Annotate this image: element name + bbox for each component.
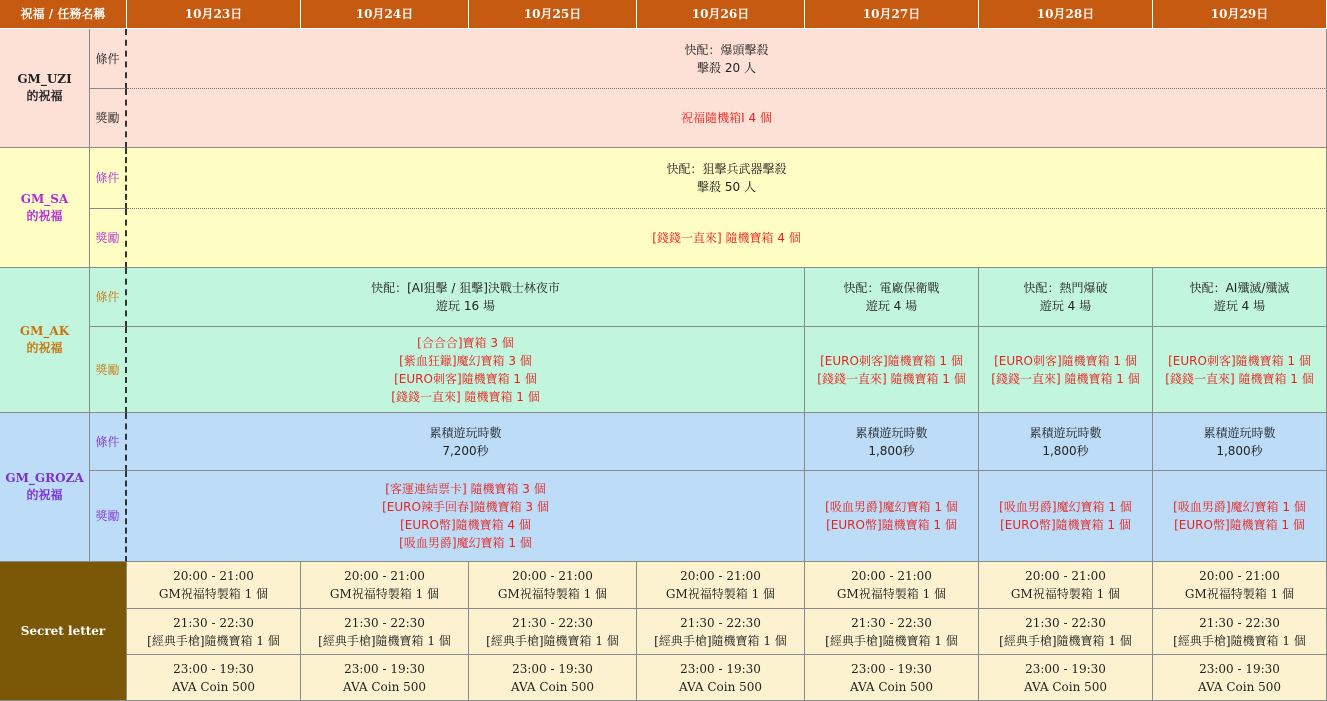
condition-cell (127, 413, 805, 471)
secret-slot-cell (805, 562, 979, 609)
condition-label (90, 413, 127, 471)
condition-label-text: 條件 (95, 434, 120, 449)
secret-letter-title (0, 562, 127, 701)
secret-slot-item: GM祝福特製箱 1 個 (836, 587, 947, 601)
reward-label-text: 獎勵 (95, 509, 120, 523)
condition-text: 快配：電廠保衛戰 (843, 281, 940, 295)
group-name-sa (0, 148, 90, 268)
secret-slot-time: 20:00 - 21:00 (680, 569, 761, 583)
reward-item-text: [EURO幣]隨機寶箱 1 個 (1000, 518, 1131, 532)
reward-cell (805, 471, 979, 562)
condition-label-text: 條件 (95, 171, 120, 185)
secret-slot-cell (805, 655, 979, 701)
date-header-label: 10月27日 (862, 7, 921, 21)
reward-cell (979, 327, 1153, 413)
secret-slot-time: 21:30 - 22:30 (512, 615, 593, 630)
secret-slot-item: AVA Coin 500 (1197, 679, 1282, 694)
condition-text: 快配：狙擊兵武器擊殺 (666, 162, 787, 176)
condition-text: 7,200秒 (442, 443, 489, 458)
reward-cell (127, 209, 1327, 268)
reward-item-text: [紫血狂鑞]魔幻寶箱 3 個 (399, 353, 532, 368)
group-name-ak (0, 268, 90, 413)
secret-slot-item: [經典手槍]隨機寶箱 1 個 (999, 633, 1132, 648)
reward-item-text: [吸血男爵]魔幻寶箱 1 個 (999, 500, 1132, 514)
condition-text: 遊玩 4 場 (1213, 299, 1266, 313)
condition-text: 1,800秒 (868, 443, 915, 458)
reward-item-text: 祝福隨機箱I 4 個 (681, 111, 772, 125)
secret-slot-time: 21:30 - 22:30 (851, 615, 932, 630)
secret-slot-item: [經典手槍]隨機寶箱 1 個 (654, 633, 787, 648)
secret-slot-time: 21:30 - 22:30 (173, 615, 254, 630)
secret-slot-time: 23:00 - 19:30 (1199, 661, 1280, 676)
condition-text: 累積遊玩時數 (429, 425, 502, 440)
group-name-groza (0, 413, 90, 562)
condition-text: 遊玩 16 場 (436, 299, 495, 313)
secret-slot-cell (1153, 609, 1327, 655)
reward-cell (1153, 471, 1327, 562)
secret-slot-item: GM祝福特製箱 1 個 (1184, 587, 1295, 601)
reward-label-text: 獎勵 (95, 362, 120, 377)
secret-slot-time: 21:30 - 22:30 (680, 615, 761, 630)
secret-slot-cell (979, 609, 1153, 655)
secret-slot-time: 23:00 - 19:30 (1025, 661, 1106, 676)
secret-slot-time: 20:00 - 21:00 (173, 569, 254, 583)
reward-label-text: 獎勵 (95, 111, 120, 125)
secret-slot-cell (979, 562, 1153, 609)
secret-slot-time: 20:00 - 21:00 (1025, 569, 1106, 583)
condition-cell (127, 29, 1327, 89)
reward-item-text: [錢錢一直來] 隨機寶箱 1 個 (817, 371, 966, 386)
condition-text: 快配：[AI狙擊 / 狙擊]決戰士林夜市 (371, 281, 560, 295)
corner-header-label: 祝福 / 任務名稱 (20, 7, 106, 21)
secret-slot-cell (127, 562, 301, 609)
secret-slot-cell (1153, 655, 1327, 701)
date-header-label: 10月28日 (1036, 7, 1095, 21)
date-header (805, 0, 979, 29)
condition-text: 累積遊玩時數 (855, 425, 928, 440)
reward-item-text: [錢錢一直來] 隨機寶箱 4 個 (652, 231, 801, 245)
condition-label (90, 268, 127, 327)
group-sub-label: 的祝福 (26, 488, 63, 502)
reward-item-text: [EURO刺客]隨機寶箱 1 個 (394, 371, 537, 386)
secret-slot-item: AVA Coin 500 (510, 679, 595, 694)
group-name-label: GM_AK (19, 324, 70, 338)
date-header (1153, 0, 1327, 29)
reward-item-text: [EURO刺客]隨機寶箱 1 個 (1168, 353, 1311, 368)
date-header-label: 10月29日 (1210, 7, 1269, 21)
date-header-label: 10月25日 (523, 7, 582, 21)
secret-slot-item: AVA Coin 500 (1023, 679, 1108, 694)
secret-slot-cell (469, 562, 637, 609)
secret-slot-item: AVA Coin 500 (678, 679, 763, 694)
secret-slot-time: 23:00 - 19:30 (851, 661, 932, 676)
condition-text: 遊玩 4 場 (865, 299, 918, 313)
secret-slot-cell (1153, 562, 1327, 609)
reward-label (90, 471, 127, 562)
secret-slot-cell (301, 609, 469, 655)
reward-item-text: [客運連結票卡] 隨機寶箱 3 個 (385, 482, 546, 496)
condition-cell (127, 148, 1327, 209)
secret-slot-item: GM祝福特製箱 1 個 (665, 587, 776, 601)
date-header-label: 10月23日 (184, 7, 243, 21)
reward-cell (979, 471, 1153, 562)
secret-slot-cell (805, 609, 979, 655)
reward-item-text: [合合合]寶箱 3 個 (417, 335, 514, 350)
condition-text: 擊殺 20 人 (697, 60, 756, 75)
secret-slot-time: 23:00 - 19:30 (512, 661, 593, 676)
secret-slot-item: [經典手槍]隨機寶箱 1 個 (486, 633, 619, 648)
group-name-label: GM_SA (20, 191, 69, 206)
secret-slot-time: 20:00 - 21:00 (851, 569, 932, 583)
reward-item-text: [錢錢一直來] 隨機寶箱 1 個 (391, 389, 540, 404)
condition-text: 1,800秒 (1042, 443, 1089, 458)
reward-cell (1153, 327, 1327, 413)
condition-cell (805, 413, 979, 471)
condition-text: 快配：爆頭擊殺 (684, 42, 769, 57)
condition-label-text: 條件 (95, 51, 120, 66)
reward-cell (127, 327, 805, 413)
condition-cell (805, 268, 979, 327)
reward-item-text: [EURO幣]隨機寶箱 1 個 (826, 518, 957, 532)
reward-item-text: [吸血男爵]魔幻寶箱 1 個 (825, 500, 958, 514)
secret-slot-item: AVA Coin 500 (849, 679, 934, 694)
reward-item-text: [吸血男爵]魔幻寶箱 1 個 (399, 536, 532, 550)
secret-slot-cell (637, 609, 805, 655)
reward-label (90, 89, 127, 148)
secret-slot-time: 21:30 - 22:30 (344, 615, 425, 630)
date-header (301, 0, 469, 29)
secret-slot-item: [經典手槍]隨機寶箱 1 個 (147, 633, 280, 648)
condition-text: 擊殺 50 人 (697, 180, 756, 194)
secret-slot-time: 23:00 - 19:30 (680, 661, 761, 676)
date-header (127, 0, 301, 29)
condition-cell (1153, 268, 1327, 327)
secret-slot-item: AVA Coin 500 (342, 679, 427, 694)
secret-slot-cell (979, 655, 1153, 701)
secret-slot-cell (127, 655, 301, 701)
secret-slot-cell (637, 655, 805, 701)
secret-slot-time: 20:00 - 21:00 (1199, 569, 1280, 583)
group-sub-label: 的祝福 (26, 208, 63, 223)
reward-item-text: [EURO辣手回春]隨機寶箱 3 個 (382, 500, 549, 514)
condition-text: 累積遊玩時數 (1029, 425, 1102, 440)
reward-item-text: [EURO刺客]隨機寶箱 1 個 (994, 353, 1137, 368)
condition-cell (979, 413, 1153, 471)
group-sub-label: 的祝福 (26, 341, 63, 355)
secret-slot-cell (301, 562, 469, 609)
condition-cell (1153, 413, 1327, 471)
reward-item-text: [錢錢一直來] 隨機寶箱 1 個 (991, 371, 1140, 386)
secret-slot-time: 20:00 - 21:00 (512, 569, 593, 583)
condition-text: 1,800秒 (1216, 443, 1263, 458)
condition-cell (127, 268, 805, 327)
reward-cell (127, 471, 805, 562)
reward-label (90, 209, 127, 268)
secret-slot-item: AVA Coin 500 (171, 679, 256, 694)
date-header (979, 0, 1153, 29)
date-header (637, 0, 805, 29)
reward-label-text: 獎勵 (95, 231, 120, 245)
secret-slot-item: GM祝福特製箱 1 個 (329, 587, 440, 601)
condition-cell (979, 268, 1153, 327)
condition-label-text: 條件 (95, 290, 120, 304)
secret-slot-cell (127, 609, 301, 655)
reward-item-text: [錢錢一直來] 隨機寶箱 1 個 (1165, 371, 1314, 386)
reward-item-text: [EURO幣]隨機寶箱 4 個 (400, 518, 531, 532)
reward-label (90, 327, 127, 413)
reward-cell (127, 89, 1327, 148)
condition-text: 快配：AI殲滅/殲滅 (1189, 281, 1290, 295)
condition-text: 快配：熱門爆破 (1023, 281, 1108, 295)
reward-item-text: [吸血男爵]魔幻寶箱 1 個 (1173, 500, 1306, 514)
reward-item-text: [EURO刺客]隨機寶箱 1 個 (820, 353, 963, 368)
secret-slot-time: 20:00 - 21:00 (344, 569, 425, 583)
secret-slot-item: GM祝福特製箱 1 個 (497, 587, 608, 601)
secret-slot-cell (469, 609, 637, 655)
reward-item-text: [EURO幣]隨機寶箱 1 個 (1174, 518, 1305, 532)
condition-text: 累積遊玩時數 (1203, 425, 1276, 440)
secret-slot-item: GM祝福特製箱 1 個 (1010, 587, 1121, 601)
secret-slot-item: [經典手槍]隨機寶箱 1 個 (1173, 633, 1306, 648)
condition-label (90, 148, 127, 209)
secret-slot-cell (469, 655, 637, 701)
group-name-uzi (0, 29, 90, 148)
secret-slot-time: 21:30 - 22:30 (1199, 615, 1280, 630)
date-header-label: 10月26日 (691, 7, 750, 21)
secret-slot-cell (301, 655, 469, 701)
secret-slot-time: 23:00 - 19:30 (173, 661, 254, 676)
condition-label (90, 29, 127, 89)
reward-cell (805, 327, 979, 413)
condition-text: 遊玩 4 場 (1039, 299, 1092, 313)
secret-slot-item: [經典手槍]隨機寶箱 1 個 (318, 633, 451, 648)
corner-header (0, 0, 127, 29)
group-name-label: GM_UZI (17, 72, 72, 86)
secret-slot-time: 21:30 - 22:30 (1025, 615, 1106, 630)
secret-slot-item: [經典手槍]隨機寶箱 1 個 (825, 633, 958, 648)
secret-slot-time: 23:00 - 19:30 (344, 661, 425, 676)
secret-slot-cell (637, 562, 805, 609)
group-name-label: GM_GROZA (5, 471, 84, 485)
secret-letter-title-text: Secret letter (20, 624, 106, 638)
date-header-label: 10月24日 (355, 7, 414, 21)
secret-slot-item: GM祝福特製箱 1 個 (158, 587, 269, 601)
group-sub-label: 的祝福 (26, 89, 63, 103)
date-header (469, 0, 637, 29)
